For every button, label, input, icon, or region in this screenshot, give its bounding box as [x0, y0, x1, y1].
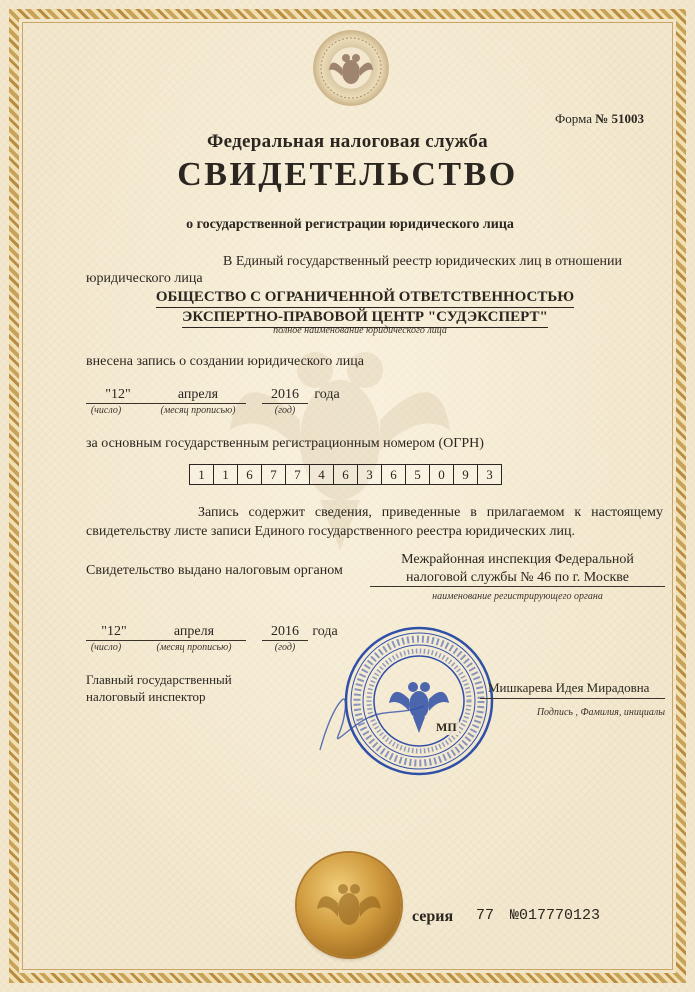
paragraph-record-created: внесена запись о создании юридического лица [86, 354, 364, 369]
issue-date-month: апреля [142, 624, 246, 641]
record-date-year-suffix: года [314, 387, 340, 402]
issuer-name-line2: налоговой службы № 46 по г. Москве [406, 570, 629, 585]
document-title: СВИДЕТЕЛЬСТВО [177, 156, 518, 193]
organization-name-line1: ОБЩЕСТВО С ОГРАНИЧЕННОЙ ОТВЕТСТВЕННОСТЬЮ [156, 288, 574, 308]
ogrn-digit: 3 [357, 464, 382, 485]
series-label: серия [412, 908, 454, 925]
eagle-emblem-icon [313, 30, 389, 106]
certificate-number: №017770123 [510, 907, 601, 924]
record-date-month: апреля [150, 387, 246, 404]
ogrn-digit: 4 [309, 464, 334, 485]
eagle-seal-icon [297, 853, 401, 957]
form-number-value: № 51003 [595, 111, 645, 126]
paragraph-ogrn: за основным государственным регистрационным номером (ОГРН) [86, 436, 484, 451]
ogrn-number [190, 464, 502, 485]
form-number [555, 111, 644, 127]
ogrn-digit: 7 [261, 464, 286, 485]
ogrn-digit: 6 [381, 464, 406, 485]
record-date-year: 2016 [262, 387, 308, 404]
gold-seal [297, 853, 401, 957]
organization-name-line2: ЭКСПЕРТНО-ПРАВОВОЙ ЦЕНТР "СУДЭКСПЕРТ" [182, 308, 548, 328]
issue-date-month-hint: (месяц прописью) [156, 642, 232, 653]
inspector-position-line2: налоговый инспектор [86, 689, 206, 704]
record-date-month-hint: (месяц прописью) [160, 405, 236, 416]
ogrn-digit: 5 [405, 464, 430, 485]
record-date-day: "12" [86, 387, 150, 404]
ogrn-digit: 6 [333, 464, 358, 485]
paragraph-registry-line1: В Единый государственный реестр юридических лиц в отношении [223, 254, 623, 269]
issue-date-year: 2016 [262, 624, 308, 641]
official-stamp-icon [343, 625, 495, 777]
ogrn-digit: 0 [429, 464, 454, 485]
ogrn-digit: 9 [453, 464, 478, 485]
issuer-underline [370, 586, 665, 587]
signature-hint: Подпись , Фамилия, инициалы [536, 707, 665, 718]
inspector-name: Мишкарева Идея Мирадовна [488, 680, 650, 695]
form-label: Форма [555, 111, 592, 126]
ogrn-digit: 1 [189, 464, 214, 485]
organization-name [110, 288, 620, 328]
agency-name: Федеральная налоговая служба [207, 131, 488, 152]
issue-date-year-hint: (год) [274, 642, 296, 653]
emblem-hologram [313, 30, 389, 106]
signature-underline [480, 698, 665, 699]
issuer-name-line1: Межрайонная инспекция Федеральной [401, 552, 634, 567]
series-value: 77 [476, 907, 495, 924]
document-subtitle: о государственной регистрации юридического лица [186, 217, 514, 232]
record-date-year-hint: (год) [274, 405, 296, 416]
stamp-place-mark: МП [436, 720, 457, 734]
inspector-position [86, 671, 232, 705]
ogrn-digit: 7 [285, 464, 310, 485]
organization-name-hint: полное наименование юридического лица [273, 325, 447, 336]
record-date-day-hint: (число) [90, 405, 122, 416]
issuer-hint: наименование регистрирующего органа [432, 591, 603, 602]
ogrn-digit: 3 [477, 464, 502, 485]
inspector-position-line1: Главный государственный [86, 672, 232, 687]
paragraph-registry-line2: юридического лица [86, 271, 203, 286]
issue-date-day: "12" [86, 624, 142, 641]
issued-by-label: Свидетельство выдано налоговым органом [86, 563, 343, 578]
issue-date-year-suffix: года [312, 624, 338, 639]
ogrn-digit: 6 [237, 464, 262, 485]
issuer-name [370, 551, 665, 587]
ogrn-digit: 1 [213, 464, 238, 485]
issue-date-day-hint: (число) [90, 642, 122, 653]
paragraph-record-contents: Запись содержит сведения, приведенные в прилагаемом к настоящему свидетельству листе записи Единого государственного реестра юридических лиц. [86, 505, 663, 539]
